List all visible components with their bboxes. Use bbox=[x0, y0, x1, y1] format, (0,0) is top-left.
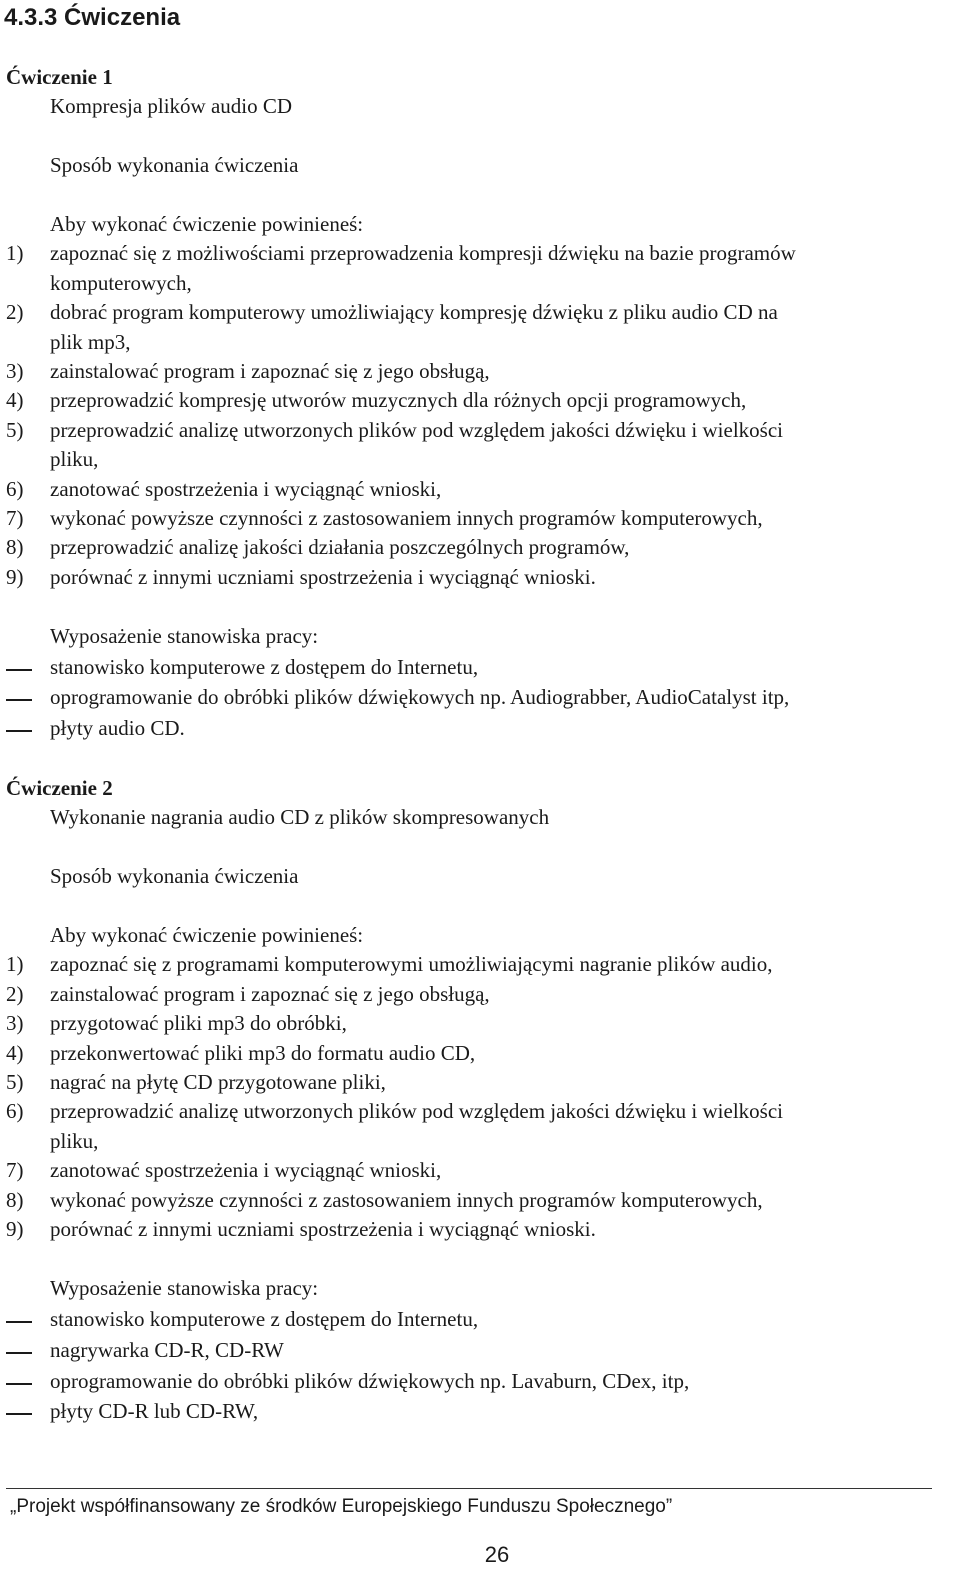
exercise-subtitle: Wykonanie nagrania audio CD z plików skompresowanych bbox=[50, 805, 550, 830]
step-text: komputerowych, bbox=[50, 270, 192, 295]
step-text: przeprowadzić kompresję utworów muzycznych dla różnych opcji programowych, bbox=[50, 388, 747, 413]
intro-text: Aby wykonać ćwiczenie powinieneś: bbox=[50, 212, 364, 236]
bullet-dash bbox=[6, 1352, 32, 1354]
step-number: 1) bbox=[6, 241, 24, 266]
equipment-item: płyty audio CD. bbox=[50, 716, 185, 741]
step-text: przekonwertować pliki mp3 do formatu audio CD, bbox=[50, 1040, 476, 1065]
intro-text: Aby wykonać ćwiczenie powinieneś: bbox=[50, 923, 364, 947]
bullet-dash bbox=[6, 1383, 32, 1385]
footer-text: „Projekt współfinansowany ze środków Europejskiego Funduszu Społecznego” bbox=[10, 1496, 673, 1517]
step-number: 6) bbox=[6, 1099, 24, 1124]
exercise-subtitle: Kompresja plików audio CD bbox=[50, 94, 293, 119]
step-number: 3) bbox=[6, 1011, 24, 1036]
step-number: 7) bbox=[6, 506, 24, 530]
bullet-dash bbox=[6, 1413, 32, 1415]
step-number: 9) bbox=[6, 1217, 24, 1241]
step-text: zapoznać się z programami komputerowymi umożliwiającymi nagranie plików audio, bbox=[50, 952, 773, 977]
step-number: 2) bbox=[6, 300, 24, 325]
step-number: 7) bbox=[6, 1158, 24, 1183]
method-heading: Sposób wykonania ćwiczenia bbox=[50, 864, 299, 889]
step-number: 5) bbox=[6, 417, 24, 442]
step-text: porównać z innymi uczniami spostrzeżenia i wyciągnąć wnioski. bbox=[50, 564, 596, 589]
step-text: zainstalować program i zapoznać się z jego obsługą, bbox=[50, 981, 490, 1006]
step-text: zainstalować program i zapoznać się z jego obsługą, bbox=[50, 359, 490, 383]
exercise-title: Ćwiczenie 2 bbox=[6, 776, 113, 800]
step-text: porównać z innymi uczniami spostrzeżenia i wyciągnąć wnioski. bbox=[50, 1217, 596, 1241]
step-number: 3) bbox=[6, 359, 24, 383]
step-text: zapoznać się z możliwościami przeprowadzenia kompresji dźwięku na bazie programów bbox=[50, 241, 796, 266]
equipment-item: stanowisko komputerowe z dostępem do Internetu, bbox=[50, 1306, 479, 1331]
step-number: 2) bbox=[6, 981, 24, 1006]
step-text: pliku, bbox=[50, 447, 99, 472]
step-number: 9) bbox=[6, 564, 24, 589]
bullet-dash bbox=[6, 1321, 32, 1323]
method-heading: Sposób wykonania ćwiczenia bbox=[50, 153, 299, 178]
bullet-dash bbox=[6, 730, 32, 732]
step-text: zanotować spostrzeżenia i wyciągnąć wnioski, bbox=[50, 1158, 442, 1183]
equipment-item: stanowisko komputerowe z dostępem do Internetu, bbox=[50, 654, 479, 679]
section-title: 4.3.3 Ćwiczenia bbox=[4, 4, 181, 31]
bullet-dash bbox=[6, 699, 32, 701]
step-text: nagrać na płytę CD przygotowane pliki, bbox=[50, 1070, 386, 1094]
step-text: wykonać powyższe czynności z zastosowaniem innych programów komputerowych, bbox=[50, 1187, 763, 1212]
step-number: 8) bbox=[6, 535, 24, 560]
step-text: zanotować spostrzeżenia i wyciągnąć wnioski, bbox=[50, 476, 442, 501]
step-number: 1) bbox=[6, 952, 24, 977]
step-number: 4) bbox=[6, 1040, 24, 1065]
step-number: 8) bbox=[6, 1187, 24, 1212]
step-text: przeprowadzić analizę utworzonych plików pod względem jakości dźwięku i wielkości bbox=[50, 417, 784, 442]
step-number: 6) bbox=[6, 476, 24, 501]
step-text: dobrać program komputerowy umożliwiający kompresję dźwięku z pliku audio CD na bbox=[50, 300, 778, 325]
step-text: przeprowadzić analizę utworzonych plików pod względem jakości dźwięku i wielkości bbox=[50, 1099, 784, 1124]
equipment-item: oprogramowanie do obróbki plików dźwiękowych np. Audiograbber, AudioCatalyst itp, bbox=[50, 685, 790, 710]
step-text: pliku, bbox=[50, 1128, 99, 1153]
equipment-item: oprogramowanie do obróbki plików dźwiękowych np. Lavaburn, CDex, itp, bbox=[50, 1368, 690, 1393]
equipment-heading: Wyposażenie stanowiska pracy: bbox=[50, 623, 319, 648]
equipment-item: nagrywarka CD-R, CD-RW bbox=[50, 1337, 284, 1362]
exercise-title: Ćwiczenie 1 bbox=[6, 65, 113, 89]
step-text: przygotować pliki mp3 do obróbki, bbox=[50, 1011, 347, 1036]
step-number: 5) bbox=[6, 1070, 24, 1094]
equipment-item: płyty CD-R lub CD-RW, bbox=[50, 1399, 259, 1424]
step-text: plik mp3, bbox=[50, 329, 131, 354]
page-number: 26 bbox=[484, 1542, 510, 1567]
step-text: przeprowadzić analizę jakości działania poszczególnych programów, bbox=[50, 535, 630, 560]
equipment-heading: Wyposażenie stanowiska pracy: bbox=[50, 1275, 319, 1300]
footer-divider bbox=[6, 1488, 932, 1489]
step-number: 4) bbox=[6, 388, 24, 413]
bullet-dash bbox=[6, 669, 32, 671]
step-text: wykonać powyższe czynności z zastosowaniem innych programów komputerowych, bbox=[50, 506, 763, 530]
